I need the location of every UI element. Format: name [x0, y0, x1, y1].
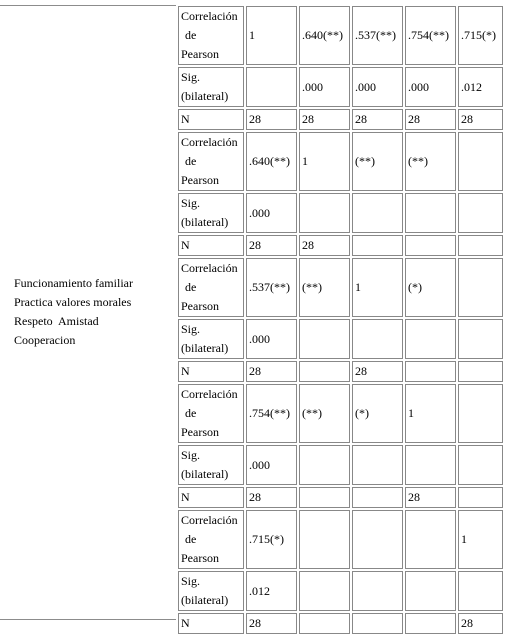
cell-pearson-r4-c3: (*) [352, 384, 403, 443]
cell-sig-r1-c3: .000 [352, 67, 403, 107]
cell-pearson-r2-c5 [458, 132, 503, 191]
cell-pearson-r1-c5: .715(*) [458, 6, 503, 65]
cell-pearson-r2-c1: .640(**) [246, 132, 297, 191]
cell-pearson-r4-c5 [458, 384, 503, 443]
cell-pearson-r3-c5 [458, 258, 503, 317]
stat-label-line: Sig. [181, 196, 201, 210]
row-variable-1: Funcionamiento familiar [14, 276, 133, 290]
cell-n-r4-c4: 28 [405, 487, 456, 508]
cell-pearson-r5-c1: .715(*) [246, 510, 297, 569]
cell-sig-r4-c5 [458, 445, 503, 485]
correlation-table [176, 4, 505, 636]
cell-pearson-r5-c5: 1 [458, 510, 503, 569]
table-row [178, 319, 503, 359]
stat-label-line: (bilateral) [181, 467, 229, 481]
row-variable-3: Respeto Amistad [14, 314, 99, 328]
cell-n-r3-c1: 28 [246, 361, 297, 382]
stat-label-line: (bilateral) [181, 215, 229, 229]
stat-label-line: Correlación [181, 9, 238, 23]
cell-pearson-r3-c3: 1 [352, 258, 403, 317]
stat-label-pearson [178, 6, 244, 65]
cell-n-r1-c2: 28 [299, 109, 350, 130]
table-row [178, 571, 503, 611]
cell-sig-r3-c2 [299, 319, 350, 359]
cell-pearson-r1-c2: .640(**) [299, 6, 350, 65]
stat-label-sig [178, 445, 244, 485]
stat-label-line: Sig. [181, 574, 201, 588]
cell-pearson-r2-c2: 1 [299, 132, 350, 191]
stat-label-n: N [178, 361, 244, 382]
cell-pearson-r3-c2: (**) [299, 258, 350, 317]
stat-label-n: N [178, 613, 244, 634]
stat-label-line: Correlación [181, 135, 238, 149]
cell-sig-r2-c5 [458, 193, 503, 233]
cell-n-r1-c4: 28 [405, 109, 456, 130]
cell-pearson-r4-c2: (**) [299, 384, 350, 443]
cell-n-r4-c2 [299, 487, 350, 508]
cell-n-r3-c2 [299, 361, 350, 382]
stat-label-line: Correlación [181, 513, 238, 527]
cell-sig-r4-c2 [299, 445, 350, 485]
stat-label-n: N [178, 109, 244, 130]
cell-n-r5-c5: 28 [458, 613, 503, 634]
table-row [178, 132, 503, 191]
stat-label-line: (bilateral) [181, 593, 229, 607]
cell-n-r2-c2: 28 [299, 235, 350, 256]
cell-sig-r3-c4 [405, 319, 456, 359]
cell-sig-r1-c5: .012 [458, 67, 503, 107]
cell-n-r3-c4 [405, 361, 456, 382]
cell-n-r1-c3: 28 [352, 109, 403, 130]
top-rule [0, 5, 176, 6]
stat-label-line: de [185, 406, 197, 420]
stat-label-pearson [178, 384, 244, 443]
stat-label-line: Pearson [181, 299, 219, 313]
stat-label-line: Correlación [181, 387, 238, 401]
table-row [178, 361, 503, 382]
cell-sig-r5-c3 [352, 571, 403, 611]
cell-sig-r2-c3 [352, 193, 403, 233]
stat-label-n: N [178, 487, 244, 508]
cell-sig-r5-c4 [405, 571, 456, 611]
cell-n-r4-c1: 28 [246, 487, 297, 508]
stat-label-pearson [178, 258, 244, 317]
cell-sig-r4-c3 [352, 445, 403, 485]
cell-sig-r5-c2 [299, 571, 350, 611]
cell-sig-r1-c4: .000 [405, 67, 456, 107]
cell-pearson-r1-c4: .754(**) [405, 6, 456, 65]
cell-sig-r3-c1: .000 [246, 319, 297, 359]
row-variable-2: Practica valores morales [14, 295, 132, 309]
stat-label-line: Pearson [181, 551, 219, 565]
cell-n-r4-c3 [352, 487, 403, 508]
stat-label-line: Sig. [181, 322, 201, 336]
cell-n-r1-c5: 28 [458, 109, 503, 130]
stat-label-sig [178, 67, 244, 107]
bottom-rule [0, 619, 176, 620]
stat-label-sig [178, 193, 244, 233]
stat-label-line: Sig. [181, 448, 201, 462]
cell-sig-r2-c1: .000 [246, 193, 297, 233]
cell-pearson-r3-c4: (*) [405, 258, 456, 317]
cell-pearson-r4-c4: 1 [405, 384, 456, 443]
cell-pearson-r1-c3: .537(**) [352, 6, 403, 65]
stat-label-line: (bilateral) [181, 89, 229, 103]
table-row [178, 384, 503, 443]
cell-n-r3-c5 [458, 361, 503, 382]
cell-sig-r5-c5 [458, 571, 503, 611]
stat-label-line: Pearson [181, 173, 219, 187]
table-row [178, 193, 503, 233]
cell-n-r2-c1: 28 [246, 235, 297, 256]
cell-sig-r5-c1: .012 [246, 571, 297, 611]
cell-sig-r2-c4 [405, 193, 456, 233]
stat-label-sig [178, 571, 244, 611]
cell-n-r1-c1: 28 [246, 109, 297, 130]
stat-label-pearson [178, 132, 244, 191]
row-variable-4: Cooperacion [14, 333, 76, 347]
stat-label-line: Sig. [181, 70, 201, 84]
table-row [178, 235, 503, 256]
row-variable-label [14, 274, 174, 350]
stat-label-line: Pearson [181, 47, 219, 61]
cell-n-r4-c5 [458, 487, 503, 508]
stat-label-pearson [178, 510, 244, 569]
cell-pearson-r1-c1: 1 [246, 6, 297, 65]
table-row [178, 487, 503, 508]
table-row [178, 510, 503, 569]
cell-pearson-r3-c1: .537(**) [246, 258, 297, 317]
cell-sig-r1-c1 [246, 67, 297, 107]
stat-label-line: (bilateral) [181, 341, 229, 355]
cell-n-r2-c5 [458, 235, 503, 256]
cell-sig-r3-c3 [352, 319, 403, 359]
cell-pearson-r2-c3: (**) [352, 132, 403, 191]
cell-pearson-r5-c4 [405, 510, 456, 569]
stat-label-line: de [185, 28, 197, 42]
stat-label-sig [178, 319, 244, 359]
cell-sig-r2-c2 [299, 193, 350, 233]
cell-sig-r1-c2: .000 [299, 67, 350, 107]
stat-label-line: de [185, 532, 197, 546]
cell-sig-r4-c4 [405, 445, 456, 485]
stat-label-line: Correlación [181, 261, 238, 275]
cell-pearson-r5-c3 [352, 510, 403, 569]
table-row [178, 6, 503, 65]
stat-label-n: N [178, 235, 244, 256]
cell-sig-r3-c5 [458, 319, 503, 359]
stat-label-line: Pearson [181, 425, 219, 439]
cell-pearson-r2-c4: (**) [405, 132, 456, 191]
table-row [178, 67, 503, 107]
stat-label-line: de [185, 154, 197, 168]
cell-sig-r4-c1: .000 [246, 445, 297, 485]
cell-pearson-r5-c2 [299, 510, 350, 569]
cell-n-r2-c4 [405, 235, 456, 256]
stat-label-line: de [185, 280, 197, 294]
table-row [178, 445, 503, 485]
table-row [178, 258, 503, 317]
cell-pearson-r4-c1: .754(**) [246, 384, 297, 443]
cell-n-r5-c1: 28 [246, 613, 297, 634]
cell-n-r2-c3 [352, 235, 403, 256]
cell-n-r3-c3: 28 [352, 361, 403, 382]
table-row [178, 109, 503, 130]
